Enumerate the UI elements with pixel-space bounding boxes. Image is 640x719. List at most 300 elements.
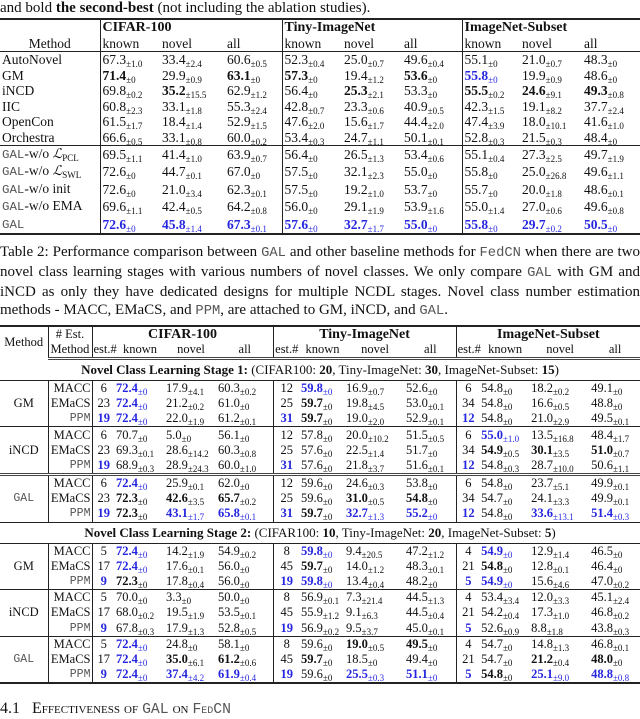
subheader-row: [0, 342, 640, 359]
result-cell: [225, 198, 282, 216]
cell-std: ±0: [427, 497, 438, 508]
result-cell: [480, 621, 530, 637]
cell-value: 72.3: [116, 491, 138, 506]
cell-std: ±0: [322, 657, 333, 668]
result-cell: [405, 621, 456, 637]
cell-std: ±1.9: [187, 417, 205, 428]
cell-value: 12: [462, 411, 475, 426]
cell-std: ±0.5: [502, 448, 520, 459]
cell-std: ±0: [181, 433, 192, 444]
cell-value: 59.7: [301, 558, 323, 573]
cell-std: ±0: [322, 463, 333, 474]
result-cell: [225, 146, 282, 164]
result-cell: [345, 559, 405, 574]
cell-std: ±0.3: [545, 136, 562, 147]
cell-value: 50.0: [218, 590, 240, 605]
table-row: [0, 491, 640, 506]
result-cell: [582, 130, 640, 146]
cell-value: 55.9: [301, 605, 323, 620]
cell-std: ±0: [126, 74, 136, 85]
method-name: [0, 146, 100, 164]
cell-value: 12.9: [531, 543, 553, 558]
cell-value: 70.0: [116, 590, 138, 605]
cell-value: 55.0: [404, 216, 428, 232]
cell-value: 53.5: [218, 605, 240, 620]
result-cell: [480, 506, 530, 522]
cell-value: 49.6: [584, 199, 608, 215]
est-count-cell: [92, 506, 115, 522]
result-cell: [225, 52, 282, 68]
gal-label: GAL: [2, 148, 25, 162]
cell-value: 21: [462, 651, 475, 666]
cell-value: 5: [465, 667, 472, 682]
cell-value: 48.4: [584, 129, 608, 145]
cell-std: ±0: [502, 564, 513, 575]
cell-value: 14.0: [346, 558, 368, 573]
result-cell: [530, 590, 590, 606]
cell-value: 53.3: [404, 83, 428, 99]
cell-value: 70.7: [116, 427, 138, 442]
cell-std: ±6.3: [361, 611, 378, 622]
cell-value: 12: [462, 506, 475, 521]
result-cell: [342, 130, 402, 146]
est-count-cell: [456, 621, 480, 637]
method-name: iNCD: [0, 590, 48, 637]
est-count-cell: [456, 411, 480, 427]
result-cell: [590, 443, 640, 458]
cell-value: 12.0: [531, 590, 553, 605]
cell-std: ±4.5: [367, 402, 385, 413]
ablation-label: -w/o: [24, 146, 53, 161]
results-table-2: [0, 325, 640, 685]
result-cell: [115, 574, 165, 590]
est-count-cell: [92, 427, 115, 443]
cell-std: ±0.1: [427, 463, 445, 474]
result-cell: [282, 216, 342, 234]
result-cell: [345, 652, 405, 667]
result-cell: [165, 667, 217, 683]
caption-text: GAL: [527, 265, 552, 281]
heading-gal: GAL: [142, 702, 169, 719]
cell-std: ±3.7: [361, 626, 378, 637]
cell-std: ±0: [322, 402, 333, 413]
cell-value: 17.3: [531, 605, 553, 620]
result-cell: [520, 198, 582, 216]
column-header: novel: [165, 342, 217, 359]
cell-std: ±0.2: [250, 136, 267, 147]
cell-std: ±1.5: [250, 121, 267, 132]
cell-std: ±0: [239, 402, 250, 413]
method-header: Method: [0, 36, 100, 52]
cell-std: ±0: [607, 59, 618, 70]
cell-value: 21: [462, 605, 475, 620]
result-cell: [160, 198, 225, 216]
cell-value: 72.4: [116, 651, 138, 666]
cell-value: 30.1: [531, 442, 553, 457]
result-cell: [217, 621, 273, 637]
est-count-cell: [92, 543, 115, 559]
est-count-cell: [92, 491, 115, 506]
cell-std: ±0: [239, 433, 250, 444]
cell-value: 56.4: [284, 147, 309, 162]
cell-value: 57.6: [284, 216, 309, 232]
cell-std: ±0.3: [137, 626, 155, 637]
cell-std: ±0: [308, 171, 318, 182]
cell-value: 72.3: [116, 506, 138, 521]
cell-value: 54.7: [481, 491, 503, 506]
cell-value: 25.0: [344, 52, 368, 68]
cell-std: ±0: [239, 482, 250, 493]
est-method: MACC: [48, 427, 92, 443]
cell-std: ±0.1: [239, 512, 257, 523]
est-method: EMaCS: [48, 605, 92, 620]
est-count-cell: [92, 458, 115, 475]
result-cell: [300, 543, 345, 559]
cell-std: ±1.9: [607, 154, 624, 164]
cell-value: 72.6: [102, 164, 127, 180]
result-cell: [530, 667, 590, 683]
result-cell: [160, 163, 225, 181]
cell-std: ±1.8: [185, 105, 202, 116]
result-cell: [582, 83, 640, 99]
cell-value: 62.9: [227, 83, 251, 99]
stage-title-part: , Tiny-ImageNet:: [332, 362, 426, 378]
cell-value: 57.8: [301, 427, 323, 442]
cell-value: 69.3: [116, 442, 138, 457]
result-cell: [345, 475, 405, 492]
result-cell: [520, 181, 582, 199]
cell-std: ±2.4: [612, 596, 630, 607]
cell-value: 4: [465, 590, 472, 605]
cell-std: ±0: [322, 549, 333, 560]
table-row: [0, 427, 640, 443]
result-cell: [405, 667, 456, 683]
cell-std: ±1.8: [546, 626, 563, 637]
result-cell: [217, 574, 273, 590]
table-row: [0, 667, 640, 683]
result-cell: [480, 590, 530, 606]
cell-value: 61.2: [218, 411, 240, 426]
cell-value: 51.4: [591, 506, 613, 521]
cell-std: ±6.1: [187, 657, 205, 668]
cell-value: 72.6: [102, 181, 127, 197]
result-cell: [165, 396, 217, 411]
cell-std: ±0.8: [607, 206, 624, 217]
cell-value: 53.9: [404, 199, 428, 215]
result-cell: [165, 605, 217, 620]
cell-std: ±3.3: [552, 497, 570, 508]
cell-std: ±0.8: [185, 136, 202, 147]
cell-value: 54.8: [481, 411, 503, 426]
result-cell: [520, 130, 582, 146]
cell-value: 8.8: [531, 620, 547, 635]
result-cell: [165, 411, 217, 427]
cell-std: ±26.8: [545, 171, 567, 182]
cell-value: 55.0: [481, 427, 503, 442]
method-name: Orchestra: [0, 130, 100, 146]
method-name: [0, 181, 100, 199]
cell-value: 23: [97, 396, 110, 411]
cell-value: 9: [100, 574, 107, 589]
result-cell: [115, 475, 165, 492]
cell-value: 72.4: [116, 411, 138, 426]
cell-std: ±0.5: [126, 136, 143, 147]
result-cell: [217, 427, 273, 443]
est-count-cell: [273, 590, 300, 606]
cell-value: 72.3: [116, 574, 138, 589]
est-method: PPM: [48, 506, 92, 522]
cell-value: 53.4: [284, 129, 309, 145]
cell-value: 45.1: [591, 590, 613, 605]
result-cell: [530, 380, 590, 396]
gal-label: GAL: [2, 165, 25, 180]
cell-value: 54.8: [481, 476, 503, 491]
cell-value: 61.9: [218, 667, 240, 682]
result-cell: [342, 163, 402, 181]
cell-value: 43.1: [166, 506, 188, 521]
cell-value: 54.7: [481, 636, 503, 651]
cell-std: ±0: [239, 564, 250, 575]
result-cell: [402, 99, 462, 115]
est-count-cell: [456, 396, 480, 411]
cell-std: ±0.5: [552, 402, 570, 413]
cell-value: 33.1: [162, 98, 186, 114]
result-cell: [160, 52, 225, 68]
result-cell: [345, 458, 405, 475]
cell-value: 51.0: [591, 442, 613, 457]
result-cell: [165, 475, 217, 492]
result-cell: [300, 427, 345, 443]
cell-std: ±0.1: [239, 417, 257, 428]
cell-std: ±3.7: [367, 463, 385, 474]
cell-value: 72.4: [116, 667, 138, 682]
cell-std: ±1.1: [126, 206, 143, 217]
result-cell: [590, 605, 640, 620]
method-name: [0, 216, 100, 234]
result-cell: [462, 130, 520, 146]
cell-value: 48.2: [406, 574, 428, 589]
cell-std: ±0.1: [322, 596, 340, 607]
cell-value: 52.9: [406, 411, 428, 426]
cell-std: ±0: [250, 74, 261, 85]
cell-std: ±3.5: [552, 448, 570, 459]
cell-value: 12: [280, 427, 294, 442]
cell-value: 28.9: [166, 457, 188, 472]
result-cell: [217, 590, 273, 606]
stage-title-part: 20: [428, 525, 442, 541]
cell-value: 57.3: [284, 67, 309, 83]
result-cell: [582, 181, 640, 199]
cell-value: 61.2: [218, 651, 240, 666]
column-header: novel: [342, 36, 402, 52]
result-cell: [480, 396, 530, 411]
result-cell: [402, 114, 462, 130]
cell-value: 25.0: [522, 164, 546, 180]
method-name: [0, 198, 100, 216]
result-cell: [462, 146, 520, 164]
cell-std: ±0.1: [552, 564, 570, 575]
cell-value: 68.9: [116, 457, 138, 472]
cell-value: 55.1: [464, 52, 489, 68]
result-cell: [402, 52, 462, 68]
cell-std: ±1.2: [367, 74, 384, 85]
method-name: iNCD: [2, 83, 35, 99]
result-cell: [520, 216, 582, 234]
caption-text: and bold: [0, 0, 56, 16]
cell-value: 7.3: [346, 590, 362, 605]
result-cell: [402, 146, 462, 164]
cell-value: 48.3: [584, 52, 608, 68]
cell-value: 54.9: [218, 543, 240, 558]
table-row: [0, 475, 640, 492]
cell-value: 34: [462, 491, 475, 506]
stage-title-part: ): [551, 525, 556, 541]
est-count-cell: [92, 475, 115, 492]
cell-std: ±0.9: [502, 626, 520, 637]
column-header: known: [480, 342, 530, 359]
cell-std: ±1.7: [367, 223, 384, 234]
cell-std: ±10.2: [367, 433, 389, 444]
cell-std: ±0.7: [367, 59, 384, 70]
cell-value: 72.4: [116, 543, 138, 558]
cell-value: 48.8: [591, 667, 613, 682]
cell-value: 37.4: [166, 667, 188, 682]
cell-std: ±0: [427, 673, 438, 684]
method-name: iNCD: [0, 427, 48, 475]
result-cell: [520, 83, 582, 99]
cell-std: ±0.8: [607, 90, 624, 101]
cell-std: ±0.2: [239, 386, 257, 397]
heading-fedcn: FedCN: [192, 702, 231, 719]
cell-value: 27.0: [522, 199, 546, 215]
est-method: MACC: [48, 543, 92, 559]
cell-std: ±0.6: [545, 206, 562, 217]
header-row: [0, 326, 640, 342]
cell-std: ±0: [308, 223, 318, 234]
caption-text: Table 2: Performance comparison between: [0, 243, 262, 260]
cell-std: ±1.7: [126, 121, 143, 132]
result-cell: [115, 380, 165, 396]
cell-std: ±4.6: [552, 580, 570, 591]
cell-value: 3.3: [166, 590, 182, 605]
est-count-cell: [273, 605, 300, 620]
cell-value: 54.9: [481, 574, 503, 589]
result-cell: [405, 443, 456, 458]
cell-value: 49.4: [406, 651, 428, 666]
cell-value: 71.4: [102, 67, 127, 83]
est-count-cell: [92, 411, 115, 427]
cell-std: ±3.5: [187, 497, 205, 508]
est-count-cell: [92, 667, 115, 683]
cell-value: 6: [100, 427, 107, 442]
cell-value: 58.1: [218, 636, 240, 651]
cell-std: ±20.5: [361, 549, 383, 560]
stage-title-part: 10: [322, 525, 336, 541]
cell-std: ±0.2: [545, 223, 562, 234]
result-cell: [165, 559, 217, 574]
result-cell: [462, 68, 520, 84]
result-cell: [300, 652, 345, 667]
result-cell: [282, 114, 342, 130]
caption-text: GAL: [261, 245, 286, 261]
result-cell: [300, 475, 345, 492]
result-cell: [462, 83, 520, 99]
cell-value: 54.8: [481, 558, 503, 573]
dataset-header: Tiny-ImageNet: [273, 326, 456, 342]
result-cell: [462, 163, 520, 181]
cell-std: ±0.1: [612, 417, 630, 428]
cell-std: ±0: [502, 402, 513, 413]
cell-std: ±0: [137, 657, 148, 668]
cell-value: 49.6: [404, 52, 428, 68]
cell-std: ±0: [322, 673, 333, 684]
column-header: est.#: [456, 342, 480, 359]
cell-value: 72.4: [116, 558, 138, 573]
est-count-cell: [456, 667, 480, 683]
cell-std: ±0.1: [137, 448, 155, 459]
result-cell: [300, 380, 345, 396]
cell-std: ±0.1: [250, 188, 267, 199]
table-row: [0, 559, 640, 574]
cell-value: 60.3: [218, 380, 240, 395]
result-cell: [342, 114, 402, 130]
cell-value: 21.0: [162, 181, 186, 197]
cell-std: ±0: [502, 549, 513, 560]
cell-std: ±0: [502, 673, 513, 684]
column-header: novel: [345, 342, 405, 359]
cell-value: 55.8: [464, 164, 489, 180]
est-count-cell: [273, 491, 300, 506]
result-cell: [282, 181, 342, 199]
loss-symbol: ℒ: [52, 146, 63, 161]
gal-label: GAL: [2, 217, 25, 232]
cell-std: ±1.0: [502, 433, 520, 444]
cell-std: ±0: [488, 59, 498, 70]
est-header: Method: [48, 342, 92, 359]
result-cell: [115, 667, 165, 683]
result-cell: [530, 396, 590, 411]
result-cell: [405, 636, 456, 652]
result-cell: [590, 652, 640, 667]
result-cell: [160, 146, 225, 164]
cell-std: ±0: [322, 642, 333, 653]
est-method: MACC: [48, 475, 92, 492]
result-cell: [225, 99, 282, 115]
result-cell: [405, 559, 456, 574]
ablation-row: [0, 163, 640, 181]
cell-value: 6: [465, 380, 472, 395]
cell-std: ±1.3: [427, 596, 445, 607]
cell-value: 56.0: [284, 199, 309, 215]
cell-value: 44.7: [162, 164, 186, 180]
cell-std: ±0: [612, 402, 623, 413]
cell-value: 35.2: [162, 83, 186, 99]
column-header: known: [100, 36, 160, 52]
table-row: [0, 543, 640, 559]
cell-value: 55.8: [464, 216, 489, 232]
cell-std: ±0: [502, 657, 513, 668]
result-cell: [165, 621, 217, 637]
cell-value: 49.7: [584, 147, 608, 162]
result-cell: [100, 130, 160, 146]
cell-value: 52.3: [284, 52, 309, 68]
cell-std: ±1.4: [367, 448, 385, 459]
cell-value: 6: [465, 427, 472, 442]
result-cell: [480, 574, 530, 590]
est-count-cell: [92, 559, 115, 574]
cell-std: ±0: [488, 223, 498, 234]
cell-std: ±3.4: [502, 596, 520, 607]
